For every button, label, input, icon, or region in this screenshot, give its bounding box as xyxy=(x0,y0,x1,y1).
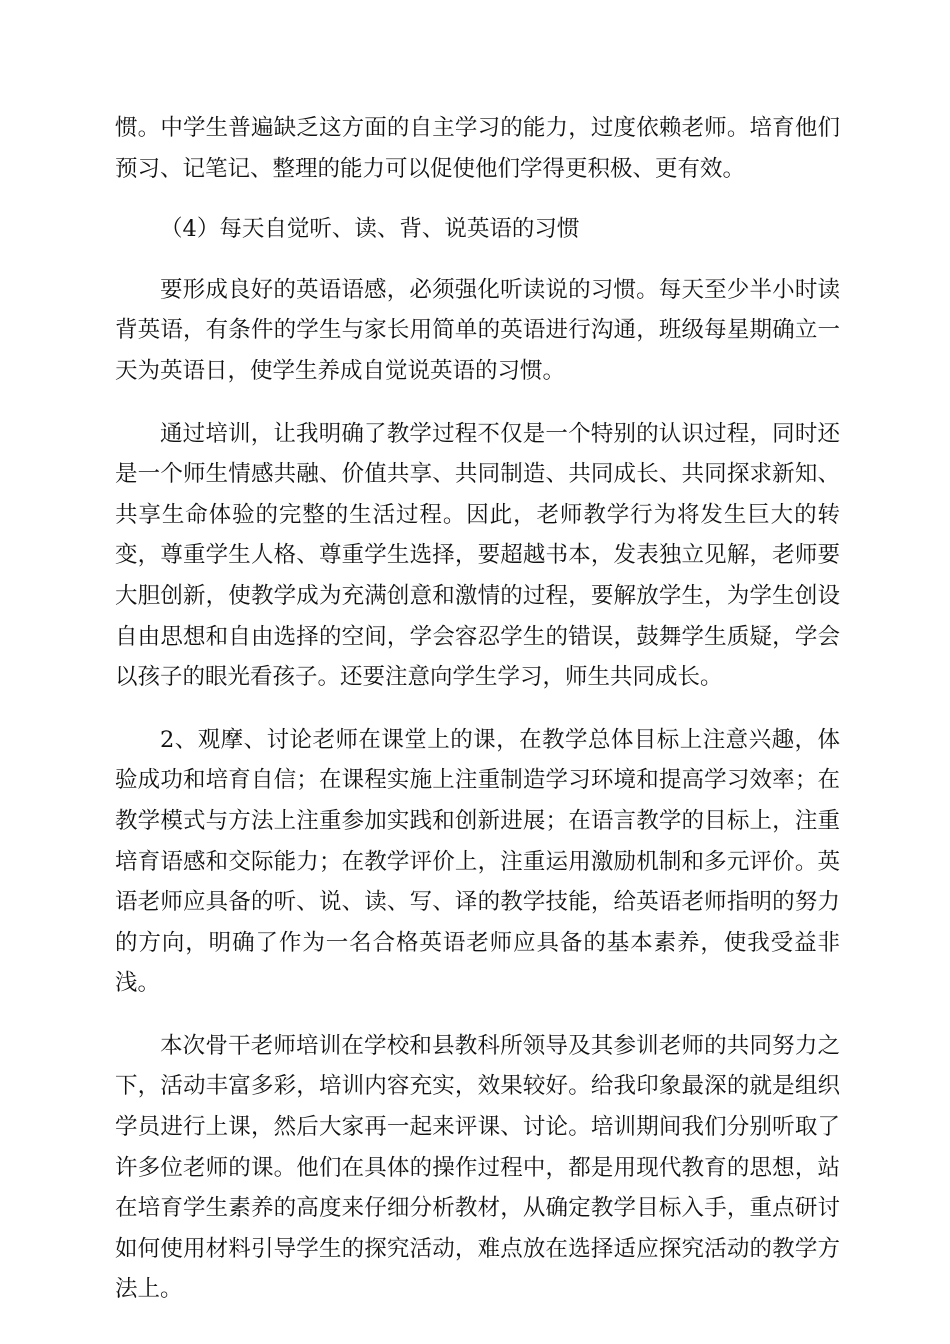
document-body xyxy=(115,108,840,1310)
paragraph-observation-discussion: 2、观摩、讨论老师在课堂上的课，在教学总体目标上注意兴趣，体验成功和培育自信；在课程实施上注重制造学习环境和提高学习效率；在教学模式与方法上注重参加实践和创新进展；在语言教学的目标上，注重培育语感和交际能力；在教学评价上，注重运用激励机制和多元评价。英语老师应具备的听、说、读、写、译的教学技能，给英语老师指明的努力的方向，明确了作为一名合格英语老师应具备的基本素养，使我受益非浅。 xyxy=(115,726,840,997)
heading-daily-english-habit: （4）每天自觉听、读、背、说英语的习惯 xyxy=(160,216,580,243)
paragraph-english-language-sense: 要形成良好的英语语感，必须强化听读说的习惯。每天至少半小时读背英语，有条件的学生与家长用简单的英语进行沟通，班级每星期确立一天为英语日，使学生养成自觉说英语的习惯。 xyxy=(115,276,840,384)
paragraph-training-insights: 通过培训，让我明确了教学过程不仅是一个特别的认识过程，同时还是一个师生情感共融、价值共享、共同制造、共同成长、共同探求新知、共享生命体验的完整的生活过程。因此，老师教学行为将发生巨大的转变，尊重学生人格、尊重学生选择，要超越书本，发表独立见解，老师要大胆创新，使教学成为充满创意和激情的过程，要解放学生，为学生创设自由思想和自由选择的空间，学会容忍学生的错误，鼓舞学生质疑，学会以孩子的眼光看孩子。还要注意向学生学习，师生共同成长。 xyxy=(115,420,840,691)
paragraph-training-summary: 本次骨干老师培训在学校和县教科所领导及其参训老师的共同努力之下，活动丰富多彩，培训内容充实，效果较好。给我印象最深的就是组织学员进行上课，然后大家再一起来评课、讨论。培训期间我们分别听取了许多位老师的课。他们在具体的操作过程中，都是用现代教育的思想，站在培育学生素养的高度来仔细分析教材，从确定教学目标入手，重点研讨如何使用材料引导学生的探究活动，难点放在选择适应探究活动的教学方法上。 xyxy=(115,1032,840,1303)
paragraph-habit-continuation: 惯。中学生普遍缺乏这方面的自主学习的能力，过度依赖老师。培育他们预习、记笔记、整理的能力可以促使他们学得更积极、更有效。 xyxy=(115,115,840,182)
